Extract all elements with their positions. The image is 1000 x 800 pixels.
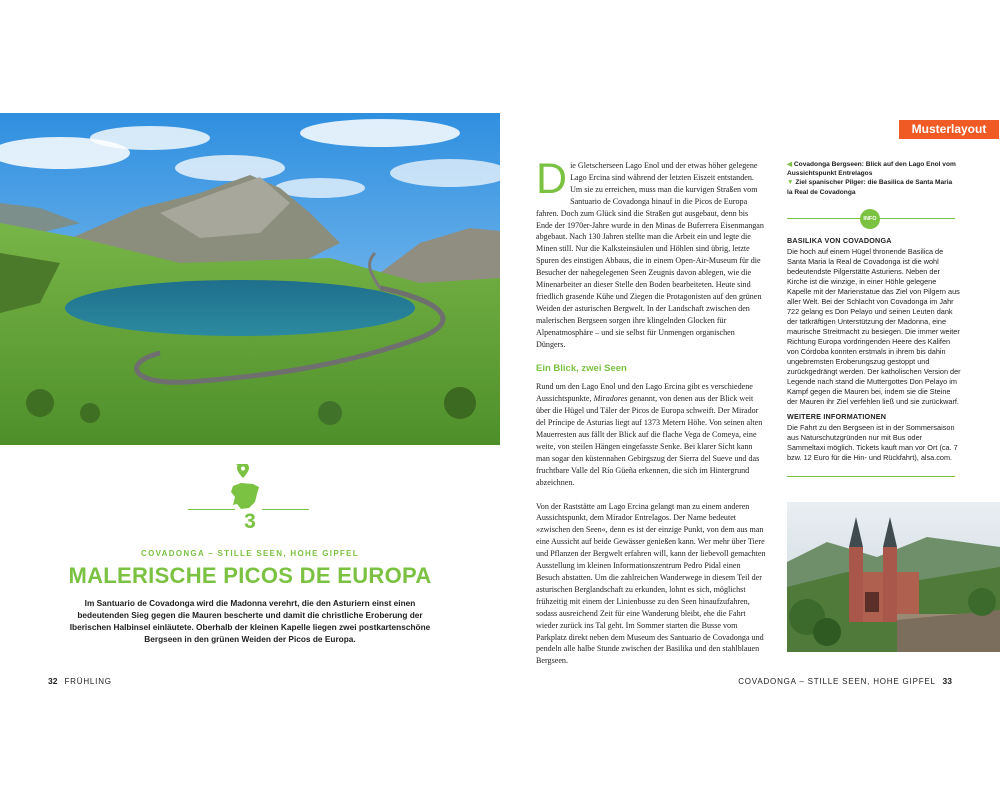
chapter-intro: Im Santuario de Covadonga wird die Madonna verehrt, die den Asturiern einst einen bedeutenden Sieg gegen die Mauren bescherte und damit die christliche Eroberung der Iberischen Halbinsel einläutete. Oberhalb der kleinen Kapelle liegen zwei postkartenschöne Bergseen in den grünen Weiden der Picos de Europa.	[69, 598, 431, 644]
info-rule-bottom	[787, 476, 955, 477]
info-text-weitere: Die Fahrt zu den Bergseen ist in der Sommersaison aus Naturschutzgründen nur mit Bus oder Sammeltaxi möglich. Tickets kauft man vor Ort (ca. 7 bzw. 12 Euro für die Hin- und Rückfahrt), alsa.com.	[787, 423, 958, 462]
dropcap: D	[536, 155, 568, 203]
info-heading-basilika: BASILIKA VON COVADONGA	[787, 236, 892, 245]
chapter-number: 3	[244, 510, 256, 533]
article-paragraph-3: Von der Raststätte am Lago Ercina gelangt man zu einem anderen Aussichtspunkt, dem Mirador Entrelagos. Der Name bedeutet »zwischen den Seen«, denn es ist der einzige Punkt, von dem aus man eine Aussicht auf beide Gewässer genießen kann. Wer mehr über Tiere und Pflanzen der Bergwelt erfahren will, kann der liebevoll gemachten Ausstellung im kleinen Informationszentrum Pedro Pidal einen Besuch abstatten. Um die zahlreichen Wanderwege in diesem Teil der asturischen Berglandschaft zu erkunden, lohnt es sich, möglichst frühzeitig mit einem der Linienbusse zu den Seen hinaufzufahren, sodass ausreichend Zeit für eine Wanderung bleibt, ehe die Fahrt wieder zurück ins Tal geht. Im Sommer starten die Busse vom Parkplatz direkt neben dem Museum des Santuario de Covadonga und pendeln alle halbe Stunde zwischen der Basilika und den stahlblauen Bergseen.	[536, 501, 766, 666]
chapter-rule-left	[188, 509, 235, 510]
basilica-photo	[787, 502, 1000, 652]
folio-right	[738, 676, 956, 686]
musterlayout-badge: Musterlayout	[899, 120, 999, 139]
info-box	[787, 236, 962, 463]
page-number-left: 32	[48, 676, 58, 686]
photo-captions	[787, 160, 957, 197]
caption-1	[787, 160, 957, 178]
chapter-kicker: COVADONGA – STILLE SEEN, HOHE GIPFEL	[141, 549, 359, 558]
map-pin-icon	[225, 464, 265, 514]
caption-left-arrow-icon: ◀	[787, 161, 794, 168]
article-paragraph-1-text: ie Gletscherseen Lago Enol und der etwas höher gelegene Lago Ercina sind während der letzten Eiszeit entstanden. Um sie zu erreichen, muss man die kurvigen Straßen vom Santuario de Covadonga hinauf in die Picos de Europa fahren. Doch zum Glück sind die Straßen gut ausgebaut, denn bis Ende der 1970er-Jahre wurde in den Minas de Buferrera Eisenmangan abgebaut. Nach 130 Jahren stellte man die Arbeit ein und legte die Minen still. Nur die Kalksteinsäulen und Höhlen sind übrig, letzte Spuren des einstigen Abbaus, die in einem Open-Air-Museum für die Besucher der nahegelegenen Seen Zeugnis davon ablegen, wie die Minenarbeiter an dieser Stelle den Boden bearbeiteten. Heute sind friedlich grasende Kühe und Ziegen die Protagonisten auf den grünen Weiden der asturischen Bergwelt. In der Landschaft zwischen den malerischen Bergseen sorgen ihre klingelnden Glocken für Alpenatmosphäre – und sie selbst für Unmengen organischen Düngers.	[536, 161, 764, 349]
info-heading-weitere: WEITERE INFORMATIONEN	[787, 412, 887, 421]
caption-2	[787, 178, 957, 196]
caption-1-text: Covadonga Bergseen: Blick auf den Lago Enol vom Aussichtspunkt Entrelagos	[787, 161, 956, 178]
paragraph-2-part-b: genannt, von denen aus der Blick weit über die Hügel und Täler der Picos de Europa schweift. Der Mirador del Príncipe de Asturias liegt auf 1373 Metern Höhe. Von seinen alten Mauerresten aus fällt der Blick auf die flache Vega de Comeya, eine weite, von steilen Hängen eingefasste Senke. Bei klarer Sicht kann man sogar den küstennahen Gebirgszug der Sierra del Sueve und das fruchtbare Valle del Río Güeña erkennen, die sich im Hintergrund abzeichnen.	[536, 394, 763, 487]
caption-2-text: Ziel spanischer Pilger: die Basilica de Santa Maria la Real de Covadonga	[787, 179, 953, 196]
paragraph-2-emphasis: Miradores	[593, 394, 628, 404]
article-subhead: Ein Blick, zwei Seen	[536, 362, 627, 374]
info-text-basilika: Die hoch auf einem Hügel thronende Basilica de Santa Maria la Real de Covadonga ist die wohl bedeutendste Pilgerstätte Asturiens. Neben der Kirche ist die winzige, in einer Höhle gelegene Kapelle mit der Marienstatue das Ziel von Pilgern aus aller Welt. Bei der Schlacht von Covadonga im Jahr 722 gelang es Don Pelayo und seinen Leuten dank der tatkräftigen Unterstützung der Madonna, eine maurische Streitmacht zu besiegen. Die immer weiter Richtung Europa vordringenden Heere des Kalifen von Córdoba konnten erstmals in ihrem bis dahin ungebremsten Eroberungszug gestoppt und zurückgedrängt werden. Der katholischen Version der Legende nach stand die Muttergottes Don Pelayo im Kampf gegen die Mauren bei, indem sie die Steine der Mauren ihr Ziel verfehlen ließ und sie zurückwarf.	[787, 247, 961, 406]
lake-photo	[0, 113, 500, 445]
folio-left	[44, 676, 112, 686]
article-paragraph-2	[536, 381, 766, 488]
chapter-title: MALERISCHE PICOS DE EUROPA	[68, 563, 432, 588]
folio-label-right: COVADONGA – STILLE SEEN, HOHE GIPFEL	[738, 677, 936, 686]
info-badge: INFO	[860, 209, 880, 229]
folio-label-left: FRÜHLING	[64, 677, 112, 686]
caption-down-arrow-icon: ▼	[787, 179, 796, 187]
page-number-right: 33	[942, 676, 952, 686]
paragraph-2-part-a: Rund um den Lago Enol und den Lago Ercina gibt es verschiedene Aussichtspunkte,	[536, 382, 753, 404]
article-paragraph-1	[536, 155, 766, 351]
main-article	[536, 155, 766, 667]
